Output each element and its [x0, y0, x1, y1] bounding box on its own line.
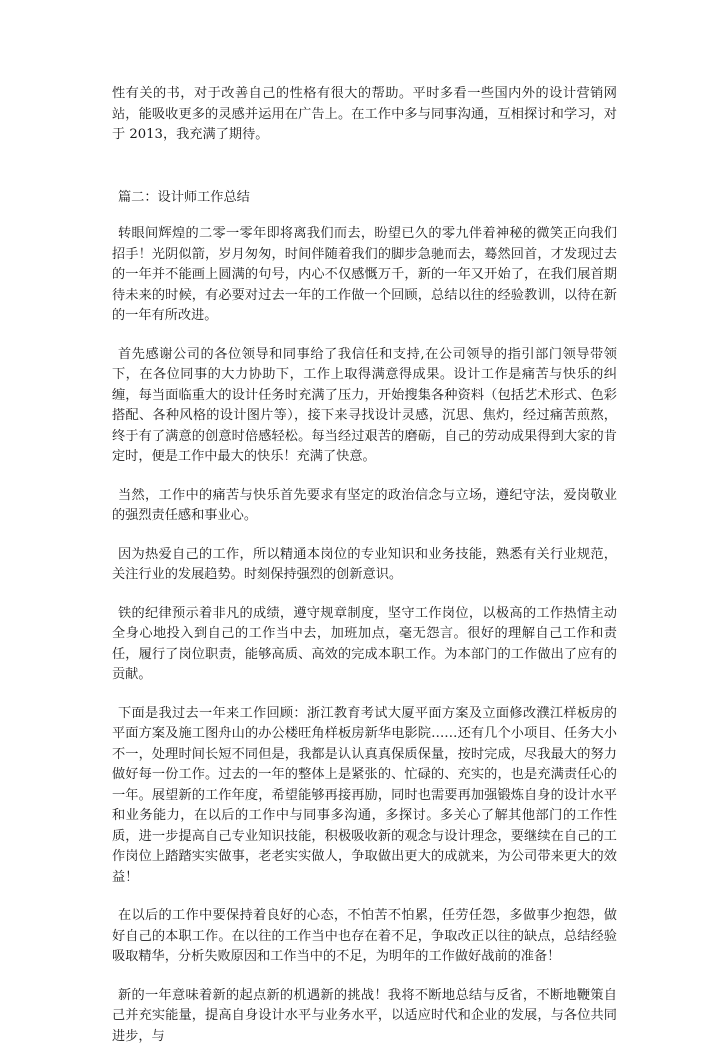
body-paragraph-5: 铁的纪律预示着非凡的成绩，遵守规章制度，坚守工作岗位，以极高的工作热情主动全身心地投入到自己的工作当中去，加班加点，毫无怨言。很好的理解自己工作和责任，履行了岗位职责，能够高质、高效的完成本职工作。为本部门的工作做出了应有的贡献。: [112, 604, 617, 686]
body-paragraph-4: 因为热爱自己的工作，所以精通本岗位的专业知识和业务技能，熟悉有关行业规范，关注行业的发展趋势。时刻保持强烈的创新意识。: [112, 545, 617, 586]
section-heading: 篇二：设计师工作总结: [112, 188, 617, 209]
body-paragraph-1: 转眼间辉煌的二零一零年即将离我们而去，盼望已久的零九伴着神秘的微笑正向我们招手！光阴似箭，岁月匆匆，时间伴随着我们的脚步急驰而去，蓦然回首，才发现过去的一年并不能画上圆满的句号，内心不仅感慨万千，新的一年又开始了，在我们展首期待未来的时候，有必要对过去一年的工作做一个回顾，总结以往的经验教训，以待在新的一年有所改进。: [112, 224, 617, 327]
continuation-paragraph: 性有关的书，对于改善自己的性格有很大的帮助。平时多看一些国内外的设计营销网站，能吸收更多的灵感并运用在广告上。在工作中多与同事沟通，互相探讨和学习，对于 2013，我充满了期待。: [112, 84, 617, 146]
document-page: [112, 84, 617, 1047]
body-paragraph-6: 下面是我过去一年来工作回顾：浙江教育考试大厦平面方案及立面修改濮江样板房的平面方案及施工图舟山的办公楼旺角样板房新华电影院……还有几个小项目、任务大小不一，处理时间长短不同但是，我都是认认真真保质保量，按时完成，尽我最大的努力做好每一份工作。过去的一年的整体上是紧张的、忙碌的、充实的，也是充满责任心的一年。展望新的工作年度，希望能够再接再励，同时也需要再加强锻炼自身的设计水平和业务能力，在以后的工作中与同事多沟通，多探讨。多关心了解其他部门的工作性质，进一步提高自己专业知识技能，积极吸收新的观念与设计理念，要继续在自己的工作岗位上踏踏实实做事，老老实实做人，争取做出更大的成就来，为公司带来更大的效益！: [112, 704, 617, 889]
body-paragraph-7: 在以后的工作中要保持着良好的心态，不怕苦不怕累，任劳任怨，多做事少抱怨，做好自己的本职工作。在以往的工作当中也存在着不足，争取改正以往的缺点，总结经验吸取精华，分析失败原因和工作当中的不足，为明年的工作做好战前的准备！: [112, 906, 617, 968]
body-paragraph-2: 首先感谢公司的各位领导和同事给了我信任和支持,在公司领导的指引部门领导带领下，在各位同事的大力协助下，工作上取得满意得成果。设计工作是痛苦与快乐的纠缠，每当面临重大的设计任务时充满了压力，开始搜集各种资料（包括艺术形式、色彩搭配、各种风格的设计图片等），接下来寻找设计灵感，沉思、焦灼，经过痛苦煎熬，终于有了满意的创意时倍感轻松。每当经过艰苦的磨砺，自己的劳动成果得到大家的肯定时，便是工作中最大的快乐！充满了快意。: [112, 345, 617, 468]
body-paragraph-8: 新的一年意味着新的起点新的机遇新的挑战！我将不断地总结与反省，不断地鞭策自己并充实能量，提高自身设计水平与业务水平，以适应时代和企业的发展，与各位共同进步，与: [112, 986, 617, 1047]
body-paragraph-3: 当然，工作中的痛苦与快乐首先要求有坚定的政治信念与立场，遵纪守法，爱岗敬业的强烈责任感和事业心。: [112, 486, 617, 527]
